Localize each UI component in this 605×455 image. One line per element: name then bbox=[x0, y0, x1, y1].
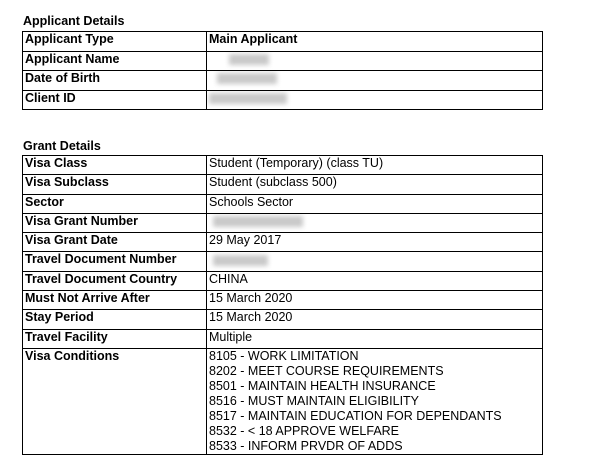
condition-item: 8501 - MAINTAIN HEALTH INSURANCE bbox=[209, 378, 436, 393]
travel-document-country-label: Travel Document Country bbox=[23, 271, 207, 290]
grant-details-table bbox=[22, 155, 543, 455]
must-not-arrive-after-value: 15 March 2020 bbox=[207, 291, 543, 310]
client-id-label: Client ID bbox=[23, 90, 207, 110]
visa-grant-number-value bbox=[207, 213, 543, 232]
table-row bbox=[23, 51, 543, 71]
visa-subclass-value: Student (subclass 500) bbox=[207, 175, 543, 194]
applicant-type-value: Main Applicant bbox=[207, 32, 543, 52]
table-row bbox=[23, 32, 543, 52]
sector-value: Schools Sector bbox=[207, 194, 543, 213]
table-row bbox=[23, 329, 543, 348]
table-row bbox=[23, 71, 543, 91]
travel-document-number-value bbox=[207, 252, 543, 271]
table-row bbox=[23, 310, 543, 329]
table-row bbox=[23, 213, 543, 232]
applicant-type-label: Applicant Type bbox=[23, 32, 207, 52]
redacted-visa-grant-number bbox=[213, 216, 303, 227]
visa-class-value: Student (Temporary) (class TU) bbox=[207, 156, 543, 175]
travel-document-number-label: Travel Document Number bbox=[23, 252, 207, 271]
redacted-date-of-birth bbox=[217, 73, 277, 84]
date-of-birth-value bbox=[207, 71, 543, 91]
applicant-name-label: Applicant Name bbox=[23, 51, 207, 71]
table-row bbox=[23, 233, 543, 252]
date-of-birth-label: Date of Birth bbox=[23, 71, 207, 91]
visa-grant-number-label: Visa Grant Number bbox=[23, 213, 207, 232]
condition-item: 8532 - < 18 APPROVE WELFARE bbox=[209, 423, 400, 438]
travel-facility-label: Travel Facility bbox=[23, 329, 207, 348]
applicant-details-table bbox=[22, 31, 543, 110]
visa-grant-date-value: 29 May 2017 bbox=[207, 233, 543, 252]
stay-period-value: 15 March 2020 bbox=[207, 310, 543, 329]
applicant-details-heading: Applicant Details bbox=[23, 14, 125, 28]
condition-item: 8105 - WORK LIMITATION bbox=[209, 348, 359, 363]
redacted-client-id bbox=[209, 93, 287, 104]
must-not-arrive-after-label: Must Not Arrive After bbox=[23, 291, 207, 310]
visa-subclass-label: Visa Subclass bbox=[23, 175, 207, 194]
applicant-name-value bbox=[207, 51, 543, 71]
grant-details-heading: Grant Details bbox=[23, 139, 101, 153]
redacted-applicant-name bbox=[229, 54, 269, 65]
condition-item: 8533 - INFORM PRVDR OF ADDS bbox=[209, 438, 403, 453]
table-row bbox=[23, 348, 543, 454]
table-row bbox=[23, 194, 543, 213]
condition-item: 8516 - MUST MAINTAIN ELIGIBILITY bbox=[209, 393, 420, 408]
travel-facility-value: Multiple bbox=[207, 329, 543, 348]
travel-document-country-value: CHINA bbox=[207, 271, 543, 290]
table-row bbox=[23, 291, 543, 310]
condition-item: 8517 - MAINTAIN EDUCATION FOR DEPENDANTS bbox=[209, 408, 502, 423]
redacted-travel-document-number bbox=[213, 255, 268, 266]
table-row bbox=[23, 271, 543, 290]
table-row bbox=[23, 175, 543, 194]
table-row bbox=[23, 156, 543, 175]
condition-item: 8202 - MEET COURSE REQUIREMENTS bbox=[209, 363, 444, 378]
stay-period-label: Stay Period bbox=[23, 310, 207, 329]
visa-grant-date-label: Visa Grant Date bbox=[23, 233, 207, 252]
client-id-value bbox=[207, 90, 543, 110]
visa-class-label: Visa Class bbox=[23, 156, 207, 175]
visa-conditions-label: Visa Conditions bbox=[23, 348, 207, 454]
visa-conditions-value bbox=[207, 348, 543, 454]
table-row bbox=[23, 90, 543, 110]
sector-label: Sector bbox=[23, 194, 207, 213]
table-row bbox=[23, 252, 543, 271]
